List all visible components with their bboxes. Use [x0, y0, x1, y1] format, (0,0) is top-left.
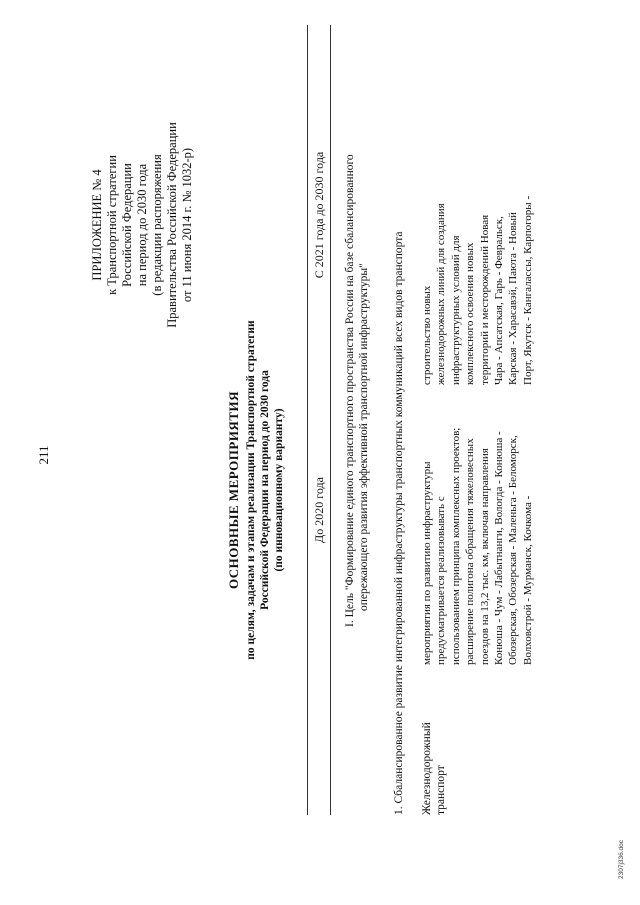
cell-line: поездов на 13,2 тыс. км, включая направления [478, 448, 491, 665]
cell-line: предусматривается реализовывать с [435, 496, 448, 665]
appendix-line: на период до 2030 года [135, 163, 149, 287]
cell-line: Обозерская, Обозерская - Маленьга - Беломорск, [507, 435, 520, 665]
cell-line: комплексного освоения новых [464, 242, 477, 385]
appendix-line: Российской Федерации [120, 163, 134, 287]
cell-line: Порт, Якутск - Кангалассы, Карпогоры - [521, 195, 534, 385]
cell-until-2020 [420, 428, 535, 665]
file-name-footer: 2307j336.doc [618, 839, 625, 879]
goal-heading [343, 154, 371, 627]
column-header-until-2020: До 2020 года [312, 477, 326, 543]
appendix-line: Правительства Российской Федерации [165, 122, 179, 328]
cell-line: территорий и месторождений Новая [478, 214, 491, 385]
table-top-rule [307, 25, 308, 815]
column-header-2021-2030: С 2021 года до 2030 года [312, 151, 326, 279]
appendix-header [90, 65, 195, 385]
cell-line: строительство новых [421, 285, 433, 385]
cell-line: Волховстрой - Мурманск, Кочкома - [521, 495, 534, 665]
task-heading: 1. Сбалансированное развитие интегрированной инфраструктуры транспортных коммуникаций всех видов транспорта [393, 231, 405, 815]
cell-line: инфраструктурных условий для [449, 235, 462, 385]
table-header-rule [330, 25, 331, 815]
appendix-line: ПРИЛОЖЕНИЕ № 4 [90, 169, 104, 281]
mode-line: Железнодорожный [421, 722, 433, 815]
title-line: Российской Федерации на период до 2030 года [259, 370, 271, 610]
page-number: 211 [36, 445, 51, 465]
cell-line: железнодорожных линий для создания [435, 203, 448, 385]
cell-line: Чара - Апсатская, Гарь - Февральск, [493, 216, 506, 385]
goal-line: I. Цель "Формирование единого транспортного пространства России на базе сбалансированного [344, 154, 356, 627]
title-main: ОСНОВНЫЕ МЕРОПРИЯТИЯ [226, 391, 241, 589]
cell-line: мероприятия по развитию инфраструктуры [421, 461, 433, 665]
appendix-line: (в редакции распоряжения [150, 154, 164, 296]
cell-2021-2030 [420, 196, 535, 385]
cell-line: Конюша - Чум - Лабытнанги, Вологда - Конюша - [493, 431, 506, 665]
appendix-line: от 11 июня 2014 г. № 1032-р) [180, 147, 194, 303]
appendix-line: к Транспортной стратегии [105, 155, 119, 295]
document-title [226, 255, 286, 725]
cell-line: использованием принципа комплексных проектов; [449, 427, 462, 665]
goal-line: опережающего развития эффективной транспортной инфраструктуры" [358, 263, 370, 611]
title-line: (по инновационному варианту) [273, 408, 285, 572]
cell-line: расширение полигона обращения тяжеловесных [464, 438, 477, 665]
title-line: по целям, задачам и этапам реализации Транспортной стратегии [245, 320, 257, 660]
cell-line: Карская - Харасавэй, Паюта - Новый [507, 212, 520, 385]
transport-mode [420, 715, 448, 815]
mode-line: транспорт [435, 765, 447, 815]
